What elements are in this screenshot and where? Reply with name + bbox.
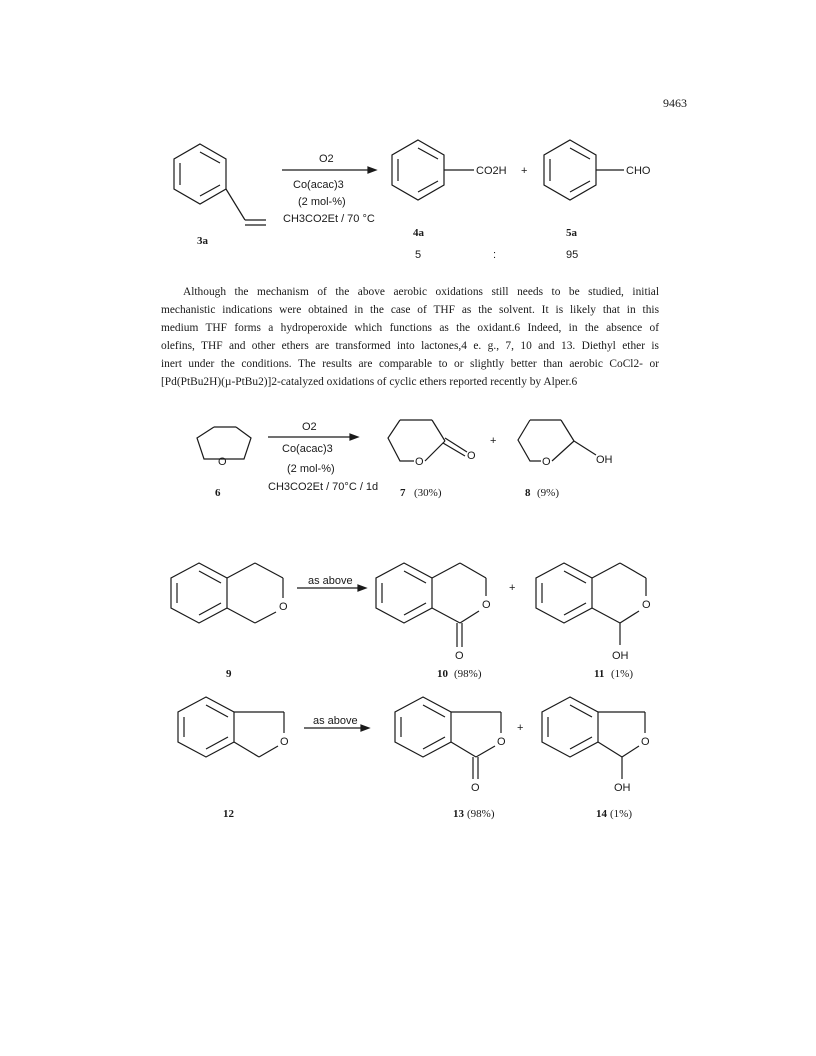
yield-13: (98%) (467, 808, 495, 820)
ratio-4a: 5 (415, 249, 422, 261)
compound-label-7: 7 (400, 487, 406, 499)
paragraph-line: medium THF forms a hydroperoxide which functions as the oxidant.6 Indeed, in the absence of (161, 322, 659, 334)
plus-sign: + (490, 435, 497, 447)
yield-11: (1%) (611, 668, 633, 680)
atom-oxygen: O (641, 736, 650, 748)
paragraph-line: olefins, THF and other ethers are transformed into lactones,4 e. g., 7, 10 and 13. Diethyl ether is (161, 340, 659, 352)
atom-oxygen: O (467, 450, 476, 462)
atom-oxygen: O (279, 601, 288, 613)
atom-oxygen: O (497, 736, 506, 748)
phthalide-13 (395, 697, 501, 779)
phthalan-12 (178, 697, 284, 757)
phthalanol-14 (542, 697, 645, 779)
compound-label-14: 14 (596, 808, 607, 820)
reagent-as-above: as above (313, 715, 358, 727)
compound-label-3a: 3a (197, 235, 208, 247)
atom-oxygen: O (455, 650, 464, 662)
paragraph-line: [Pd(PtBu2H)(µ-PtBu2)]2-catalyzed oxidations of cyclic ethers reported recently by Alper.6 (161, 376, 578, 388)
atom-oxygen: O (280, 736, 289, 748)
atom-hydroxyl: OH (596, 454, 613, 466)
yield-8: (9%) (537, 487, 559, 499)
atom-oxygen: O (482, 599, 491, 611)
compound-label-8: 8 (525, 487, 531, 499)
reagent-catalyst: Co(acac)3 (282, 443, 333, 455)
compound-label-9: 9 (226, 668, 232, 680)
reagent-o2: O2 (302, 421, 317, 433)
paragraph-line: mechanistic indications were obtained in the case of THF as the solvent. It is likely that in this (161, 304, 659, 316)
plus-sign: + (509, 582, 516, 594)
compound-label-6: 6 (215, 487, 221, 499)
atom-oxygen: O (415, 456, 424, 468)
yield-7: (30%) (414, 487, 442, 499)
atom-hydroxyl: OH (614, 782, 631, 794)
atom-oxygen: O (471, 782, 480, 794)
page-number: 9463 (663, 96, 687, 110)
atom-oxygen: O (542, 456, 551, 468)
compound-label-12: 12 (223, 808, 234, 820)
ratio-separator: : (493, 249, 497, 261)
reagent-catalyst: Co(acac)3 (293, 179, 344, 191)
substituent-co2h: CO2H (476, 165, 507, 177)
yield-10: (98%) (454, 668, 482, 680)
atom-oxygen: O (218, 456, 227, 468)
compound-label-4a: 4a (413, 227, 424, 239)
compound-label-10: 10 (437, 668, 448, 680)
compound-label-13: 13 (453, 808, 464, 820)
reagent-conditions: CH3CO2Et / 70°C / 1d (268, 481, 379, 493)
plus-sign: + (517, 722, 524, 734)
yield-14: (1%) (610, 808, 632, 820)
reagent-o2: O2 (319, 153, 334, 165)
reagent-loading: (2 mol-%) (287, 463, 335, 475)
reagent-loading: (2 mol-%) (298, 196, 346, 208)
substituent-cho: CHO (626, 165, 651, 177)
compound-label-5a: 5a (566, 227, 577, 239)
paragraph-line: Although the mechanism of the above aerobic oxidations still needs to be studied, initial (183, 286, 659, 298)
ratio-5a: 95 (566, 249, 579, 261)
reagent-as-above: as above (308, 575, 353, 587)
atom-hydroxyl: OH (612, 650, 629, 662)
paragraph-line: inert under the conditions. The results are comparable to or slightly better than aerobic CoCl2- or (161, 358, 659, 370)
plus-sign: + (521, 165, 528, 177)
reagent-conditions: CH3CO2Et / 70 °C (283, 213, 375, 225)
atom-oxygen: O (642, 599, 651, 611)
compound-label-11: 11 (594, 668, 605, 680)
